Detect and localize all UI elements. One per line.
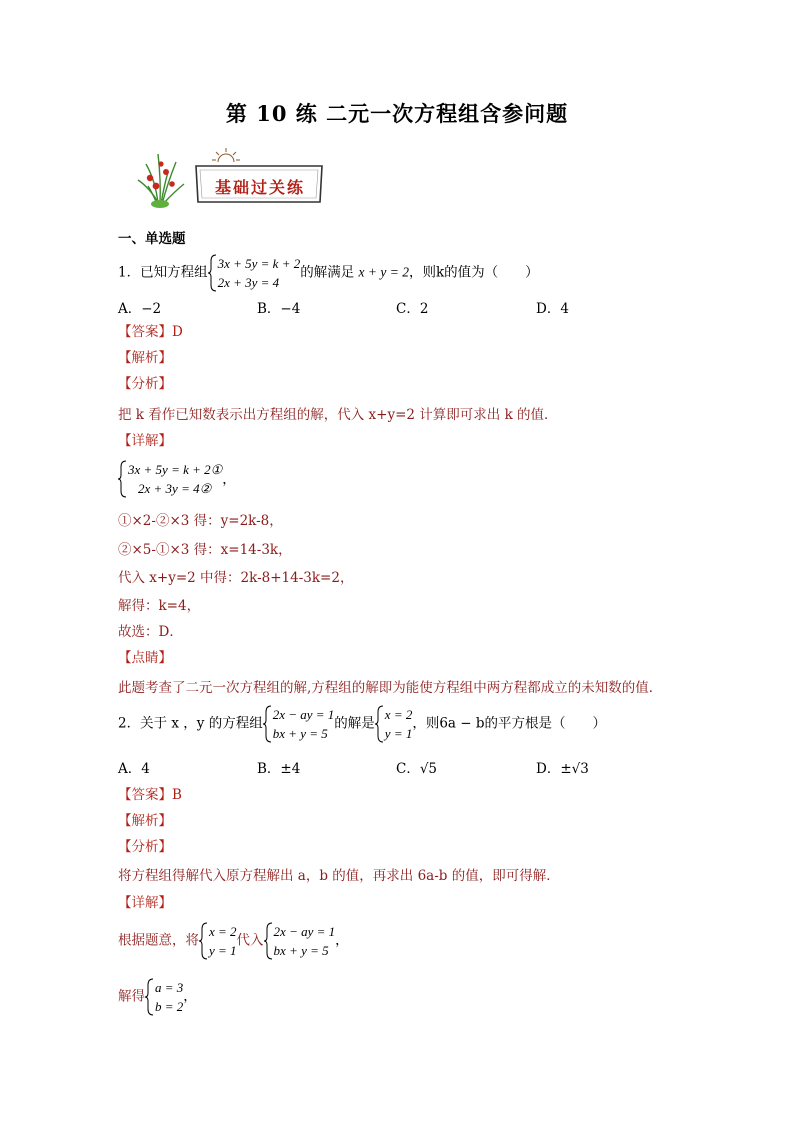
q2-solution xyxy=(375,705,413,743)
q2-d1-mid: 代入 xyxy=(236,932,264,949)
section-heading: 一、单选题 xyxy=(118,231,186,247)
q2-analysis-header: 【解析】 xyxy=(118,813,172,829)
q2-sol1: x = 2 xyxy=(384,707,413,722)
q1-option-d: D．4 xyxy=(536,301,569,317)
q2-d1-sol1: x = 2 xyxy=(209,924,237,939)
q1-condition: x + y = 2 xyxy=(358,264,409,280)
q1-step2: ②×5-①×3 得：x=14-3k， xyxy=(118,542,292,558)
q2-option-b: B．±4 xyxy=(257,761,301,777)
section-banner xyxy=(128,142,328,212)
q2-middle: 的解是 xyxy=(334,715,375,732)
q1-eq1: 3x + 5y = k + 2 xyxy=(217,256,301,271)
q2-d2-prefix: 解得 xyxy=(118,988,145,1005)
q2-eq2: bx + y = 5 xyxy=(272,726,328,741)
q1-option-a: A．−2 xyxy=(118,301,162,317)
q1-detail-header: 【详解】 xyxy=(118,433,172,449)
q1-step1: ①×2-②×3 得：y=2k-8， xyxy=(118,513,283,529)
q1-dianjing-header: 【点睛】 xyxy=(118,650,172,666)
q1-answer: 【答案】D xyxy=(118,324,183,340)
q2-fenxi-header: 【分析】 xyxy=(118,839,172,855)
q1-dianjing-text: 此题考查了二元一次方程组的解,方程组的解即为能使方程组中两方程都成立的未知数的值． xyxy=(118,680,663,696)
q1-detail-comma: ， xyxy=(222,471,236,488)
q1-option-c: C．2 xyxy=(396,301,429,317)
q2-prefix: 2．关于 x ，y 的方程组 xyxy=(118,715,263,732)
q1-stem xyxy=(118,254,539,292)
q1-detail-eq2: 2x + 3y = 4② xyxy=(138,481,212,496)
q2-eq1: 2x − ay = 1 xyxy=(272,707,335,722)
q1-prefix: 1．已知方程组 xyxy=(118,264,208,281)
q2-answer: 【答案】B xyxy=(118,787,182,803)
q1-system xyxy=(208,254,301,292)
q1-fenxi-header: 【分析】 xyxy=(118,376,172,392)
q1-detail-system xyxy=(118,460,236,498)
q2-stem xyxy=(118,705,606,743)
q1-step5: 故选：D． xyxy=(118,624,183,640)
q2-d2-sol2: b = 2 xyxy=(155,999,184,1014)
q2-d1-sol2: y = 1 xyxy=(209,943,237,958)
q1-detail-eq1: 3x + 5y = k + 2① xyxy=(128,462,223,477)
q1-step3: 代入 x+y=2 中得：2k-8+14-3k=2， xyxy=(118,570,354,586)
q2-d2-comma: ， xyxy=(183,988,197,1005)
q2-detail-line1 xyxy=(118,922,349,960)
q1-analysis-header: 【解析】 xyxy=(118,350,172,366)
q2-d1-prefix: 根据题意，将 xyxy=(118,932,199,949)
q2-d1-eq2: bx + y = 5 xyxy=(273,943,329,958)
q2-system xyxy=(263,705,335,743)
q2-d2-sol1: a = 3 xyxy=(155,980,184,995)
q1-option-b: B．−4 xyxy=(257,301,301,317)
q2-fenxi-text: 将方程组得解代入原方程解出 a，b 的值，再求出 6a-b 的值，即可得解． xyxy=(118,868,560,884)
q2-sol2: y = 1 xyxy=(384,726,413,741)
q1-fenxi-text: 把 k 看作已知数表示出方程组的解，代入 x+y=2 计算即可求出 k 的值． xyxy=(118,407,558,423)
q2-detail-header: 【详解】 xyxy=(118,895,172,911)
q2-suffix: ，则6a − b的平方根是（ ） xyxy=(412,715,607,732)
q2-d1-comma: ， xyxy=(335,932,349,949)
q1-eq2: 2x + 3y = 4 xyxy=(217,275,280,290)
q1-suffix: ，则k的值为（ ） xyxy=(409,264,539,281)
q2-detail-line2 xyxy=(118,978,197,1016)
q1-step4: 解得：k=4， xyxy=(118,598,201,614)
page-title: 第 10 练 二元一次方程组含参问题 xyxy=(225,101,569,126)
q2-d1-eq1: 2x − ay = 1 xyxy=(273,924,336,939)
banner-label: 基础过关练 xyxy=(214,178,305,197)
q2-option-c: C．√5 xyxy=(396,761,438,777)
q2-option-a: A．4 xyxy=(118,761,150,777)
q2-option-d: D．±√3 xyxy=(536,761,589,777)
q1-middle: 的解满足 xyxy=(300,264,355,281)
